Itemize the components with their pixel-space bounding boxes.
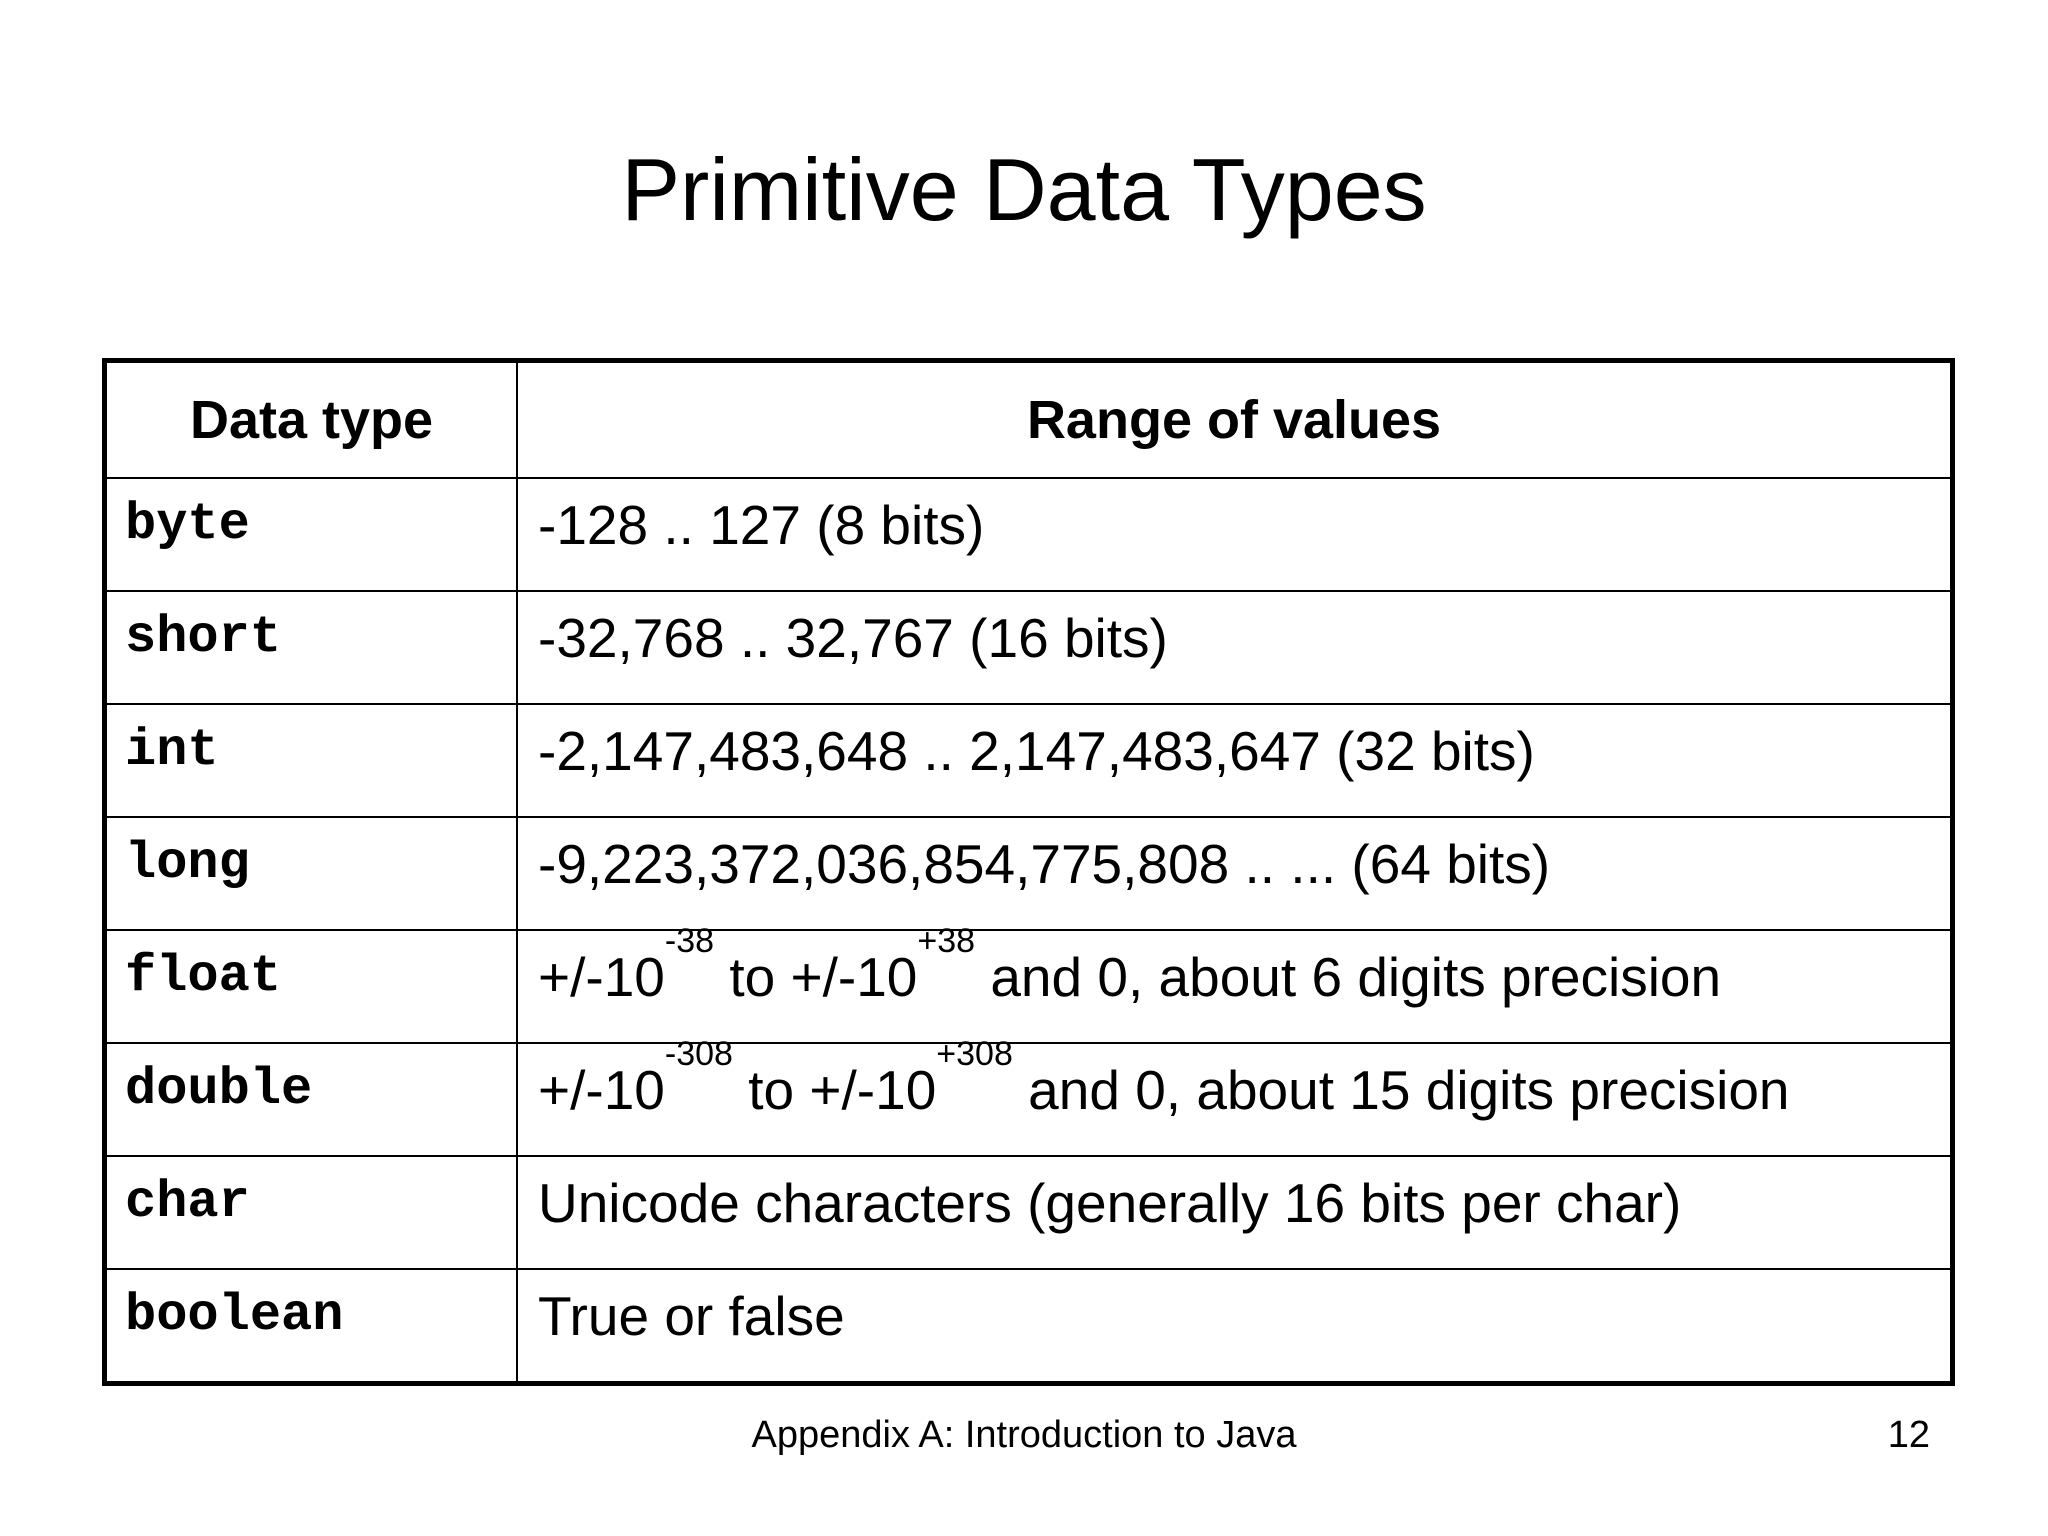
table-row xyxy=(107,478,1950,591)
range-cell: -2,147,483,648 .. 2,147,483,647 (32 bits) xyxy=(517,704,1950,817)
range-cell: Unicode characters (generally 16 bits per char) xyxy=(517,1156,1950,1269)
range-cell: -9,223,372,036,854,775,808 .. ... (64 bits) xyxy=(517,817,1950,930)
type-cell: double xyxy=(107,1043,517,1156)
footer-caption: Appendix A: Introduction to Java xyxy=(751,1414,1297,1456)
table-row xyxy=(107,1156,1950,1269)
exponent: +38 xyxy=(917,922,976,961)
range-cell: True or false xyxy=(517,1269,1950,1381)
table-row xyxy=(107,930,1950,1043)
table-row xyxy=(107,704,1950,817)
range-cell: $+/-10^{-308}$ to $+/-10^{+308}$ and 0, about 15 digits precision xyxy=(517,1043,1950,1156)
exponent: -38 xyxy=(664,922,715,961)
data-types-table xyxy=(102,358,1955,1386)
table-row xyxy=(107,817,1950,930)
exponent: +308 xyxy=(936,1035,1013,1074)
type-cell: float xyxy=(107,930,517,1043)
slide-title: Primitive Data Types xyxy=(621,140,1427,239)
exponent: -308 xyxy=(664,1035,733,1074)
range-cell: -128 .. 127 (8 bits) xyxy=(517,478,1950,591)
type-cell: int xyxy=(107,704,517,817)
page-number: 12 xyxy=(1887,1414,1930,1456)
range-cell: $+/-10^{-38}$ to $+/-10^{+38}$ and 0, about 6 digits precision xyxy=(517,930,1950,1043)
type-cell: boolean xyxy=(107,1269,517,1381)
type-cell: short xyxy=(107,591,517,704)
type-cell: byte xyxy=(107,478,517,591)
table-row xyxy=(107,1043,1950,1156)
table-header-row xyxy=(107,363,1950,478)
range-cell: -32,768 .. 32,767 (16 bits) xyxy=(517,591,1950,704)
header-data-type: Data type xyxy=(107,363,517,478)
table-row xyxy=(107,1269,1950,1381)
type-cell: long xyxy=(107,817,517,930)
header-range-of-values: Range of values xyxy=(517,363,1950,478)
table-row xyxy=(107,591,1950,704)
type-cell: char xyxy=(107,1156,517,1269)
